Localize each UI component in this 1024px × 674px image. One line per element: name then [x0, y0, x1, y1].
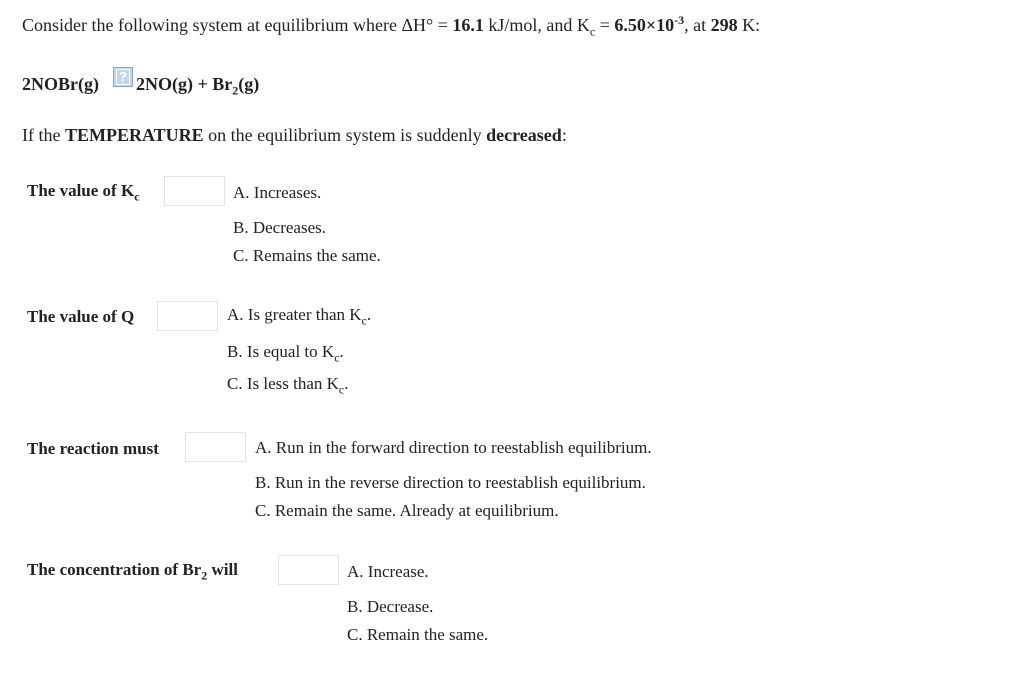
- q1-option-b: B. Decreases.: [233, 218, 326, 237]
- q4-option-b: B. Decrease.: [347, 597, 434, 616]
- q3-option-b: B. Run in the reverse direction to reestablish equilibrium.: [255, 473, 646, 492]
- q1-option-c: C. Remains the same.: [233, 246, 381, 265]
- reaction-reactant: 2NOBr(g): [22, 74, 99, 94]
- reaction-products: $2NO(g) + Br_2(g)$: [136, 74, 260, 98]
- q1-option-a: A. Increases.: [233, 183, 322, 202]
- q2-option-b: B. Is equal to $K_c$.: [227, 342, 344, 365]
- q4-option-a: A. Increase.: [347, 562, 429, 581]
- q2-label: The value of Q: [27, 307, 135, 326]
- problem-statement: Consider the following system at equilibrium where ΔH° = 16.1 kJ/mol, and $K_c = 6.50\times 10^{-3}$, at 298 K:: [22, 13, 761, 39]
- question-mark-arrow-icon: ?: [113, 67, 133, 87]
- q3-label: The reaction must: [27, 439, 159, 458]
- q4-option-c: C. Remain the same.: [347, 625, 489, 644]
- q4-label: The concentration of $Br_2$ will: [27, 560, 238, 583]
- q1-label: The value of $K_c$: [27, 181, 140, 204]
- q2-answer-input[interactable]: [157, 301, 218, 331]
- q1-answer-input[interactable]: [164, 176, 225, 206]
- q3-answer-input[interactable]: [185, 432, 246, 462]
- instruction: If the TEMPERATURE on the equilibrium system is suddenly decreased:: [22, 125, 567, 145]
- q4-answer-input[interactable]: [278, 555, 339, 585]
- q3-option-c: C. Remain the same. Already at equilibrium.: [255, 501, 559, 520]
- q3-option-a: A. Run in the forward direction to reestablish equilibrium.: [255, 438, 652, 457]
- q2-option-c: C. Is less than $K_c$.: [227, 374, 349, 397]
- q2-option-a: A. Is greater than $K_c$.: [227, 305, 372, 328]
